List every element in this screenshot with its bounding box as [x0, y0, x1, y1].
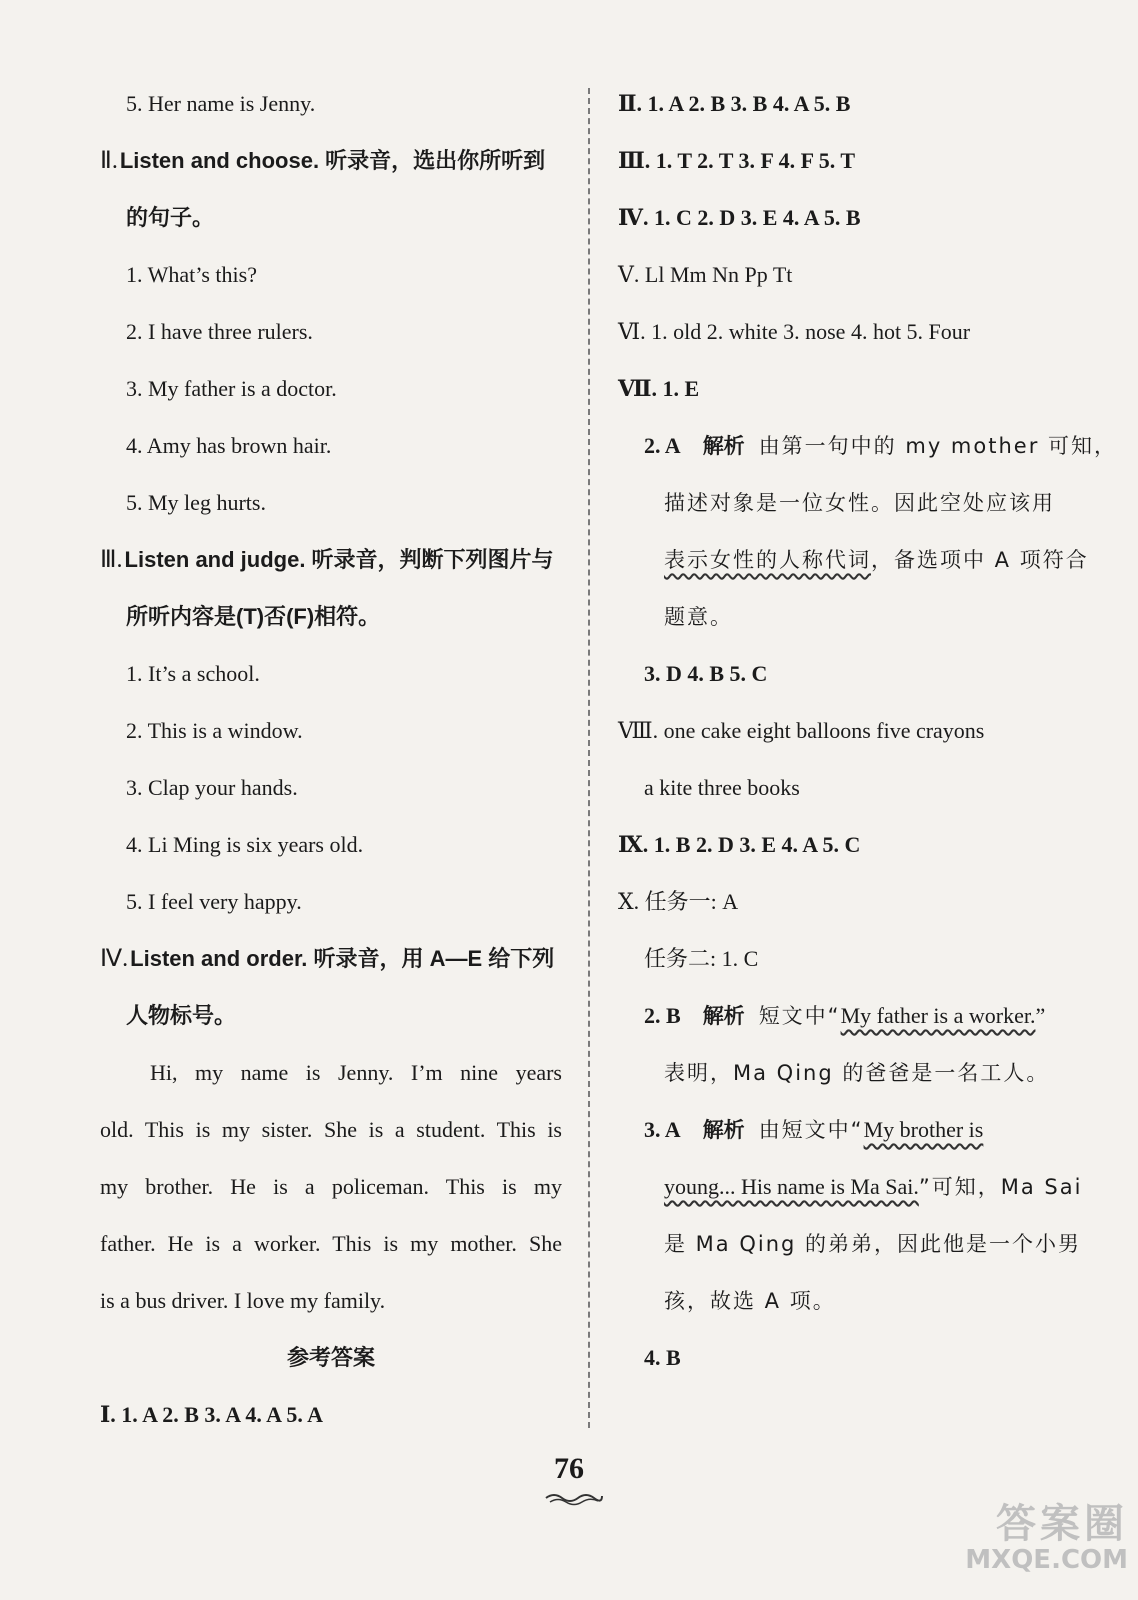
list-item: 2. I have three rulers. [126, 319, 313, 344]
list-item: 4. Amy has brown hair. [126, 433, 332, 458]
passage-line: father. He is a worker. This is my mother. She [100, 1231, 562, 1256]
answer-row: Ⅲ. 1. T 2. T 3. F 4. F 5. T [618, 148, 856, 173]
column-divider [588, 88, 590, 1428]
section-heading-4 [100, 939, 562, 996]
section-title: Listen and choose. 听录音，选出你所听到 [119, 148, 546, 173]
answer-row: Ⅹ. 任务一: A [618, 889, 739, 914]
section-heading-3 [100, 540, 562, 597]
passage-line: my brother. He is a policeman. This is my [100, 1174, 562, 1199]
left-column [100, 84, 562, 1452]
section-title: Listen and order. 听录音，用 A—E 给下列 [130, 946, 555, 971]
list-item: 4. Li Ming is six years old. [126, 832, 364, 857]
answer-label: 2. A [644, 433, 681, 458]
answer-row: Ⅸ. 1. B 2. D 3. E 4. A 5. C [618, 832, 861, 857]
list-item: 1. It’s a school. [126, 661, 260, 686]
watermark-logo [888, 1492, 1128, 1592]
section-number: Ⅳ. [100, 946, 129, 972]
section-title: Listen and judge. 听录音，判断下列图片与 [124, 547, 554, 572]
list-item: 1. What’s this? [126, 262, 257, 287]
analysis-label: 解析 [702, 434, 745, 458]
listening-text-line: 5. Her name is Jenny. [126, 91, 316, 116]
answer-label: 2. B [644, 1003, 681, 1028]
explanation-text: 是 Ma Qing 的弟弟，因此他是一个小男 [664, 1232, 1082, 1256]
list-item: 5. My leg hurts. [126, 490, 266, 515]
explanation-text: ，备选项中 A 项符合 [871, 548, 1089, 572]
answer-row: Ⅷ. one cake eight balloons five crayons [618, 718, 985, 743]
emphasized-text: 表示女性的人称代词 [664, 548, 871, 572]
answer-row: Ⅶ. 1. E [618, 376, 700, 401]
answer-row: Ⅳ. 1. C 2. D 3. E 4. A 5. B [618, 205, 861, 230]
explanation-text: ” [1035, 1003, 1046, 1028]
explanation-line [618, 1110, 1098, 1167]
explanation-text: 表明，Ma Qing 的爸爸是一名工人。 [664, 1061, 1050, 1085]
section-number: Ⅱ. [100, 148, 118, 174]
explanation-line [618, 540, 1098, 597]
section-title-cont: 的句子。 [126, 205, 215, 230]
passage-line: old. This is my sister. She is a student. This is [100, 1117, 562, 1142]
explanation-text: 描述对象是一位女性。因此空处应该用 [664, 491, 1055, 515]
explanation-text: 由第一句中的 my mother 可知， [758, 434, 1117, 458]
answer-row: 4. B [644, 1345, 681, 1370]
watermark-url: MXQE.COM [965, 1545, 1128, 1575]
quoted-text: young... His name is Ma Sai. [664, 1174, 919, 1199]
explanation-line [618, 1167, 1098, 1224]
answer-row: Ⅱ. 1. A 2. B 3. B 4. A 5. B [618, 91, 851, 116]
answers-title: 参考答案 [286, 1345, 375, 1370]
analysis-label: 解析 [702, 1004, 745, 1028]
explanation-line [618, 426, 1117, 483]
quoted-text: My father is a worker. [840, 1003, 1036, 1028]
list-item: 2. This is a window. [126, 718, 303, 743]
quoted-text: My brother is [863, 1117, 984, 1142]
passage-line: is a bus driver. I love my family. [100, 1288, 386, 1313]
watermark-text: 答案圈 [996, 1501, 1128, 1547]
explanation-text: 由短文中“ [758, 1118, 864, 1142]
explanation-line [618, 996, 1098, 1053]
answer-row: 任务二: 1. C [644, 946, 759, 971]
list-item: 3. My father is a doctor. [126, 376, 337, 401]
section-heading-2 [100, 141, 562, 198]
section-title-cont: 所听内容是(T)否(F)相符。 [126, 604, 381, 629]
explanation-text: 短文中“ [758, 1004, 841, 1028]
explanation-text: ”可知，Ma Sai [918, 1175, 1083, 1199]
explanation-text: 孩，故选 A 项。 [664, 1289, 836, 1313]
answer-row: Ⅵ. 1. old 2. white 3. nose 4. hot 5. Four [618, 319, 971, 344]
explanation-text: 题意。 [664, 605, 733, 629]
list-item: 3. Clap your hands. [126, 775, 298, 800]
answer-label: 3. A [644, 1117, 681, 1142]
page-number: 76 [554, 1452, 584, 1485]
section-title-cont: 人物标号。 [126, 1003, 237, 1028]
passage-line: Hi, my name is Jenny. I’m nine years [150, 1060, 562, 1085]
answer-row: Ⅴ. Ll Mm Nn Pp Tt [618, 262, 793, 287]
section-number: Ⅲ. [100, 547, 123, 573]
answer-row: a kite three books [644, 775, 800, 800]
answer-row: 3. D 4. B 5. C [644, 661, 768, 686]
list-item: 5. I feel very happy. [126, 889, 302, 914]
answer-row: Ⅰ. 1. A 2. B 3. A 4. A 5. A [100, 1402, 324, 1427]
right-column [618, 84, 1117, 1395]
analysis-label: 解析 [702, 1118, 745, 1142]
wave-ornament-icon [544, 1490, 604, 1506]
